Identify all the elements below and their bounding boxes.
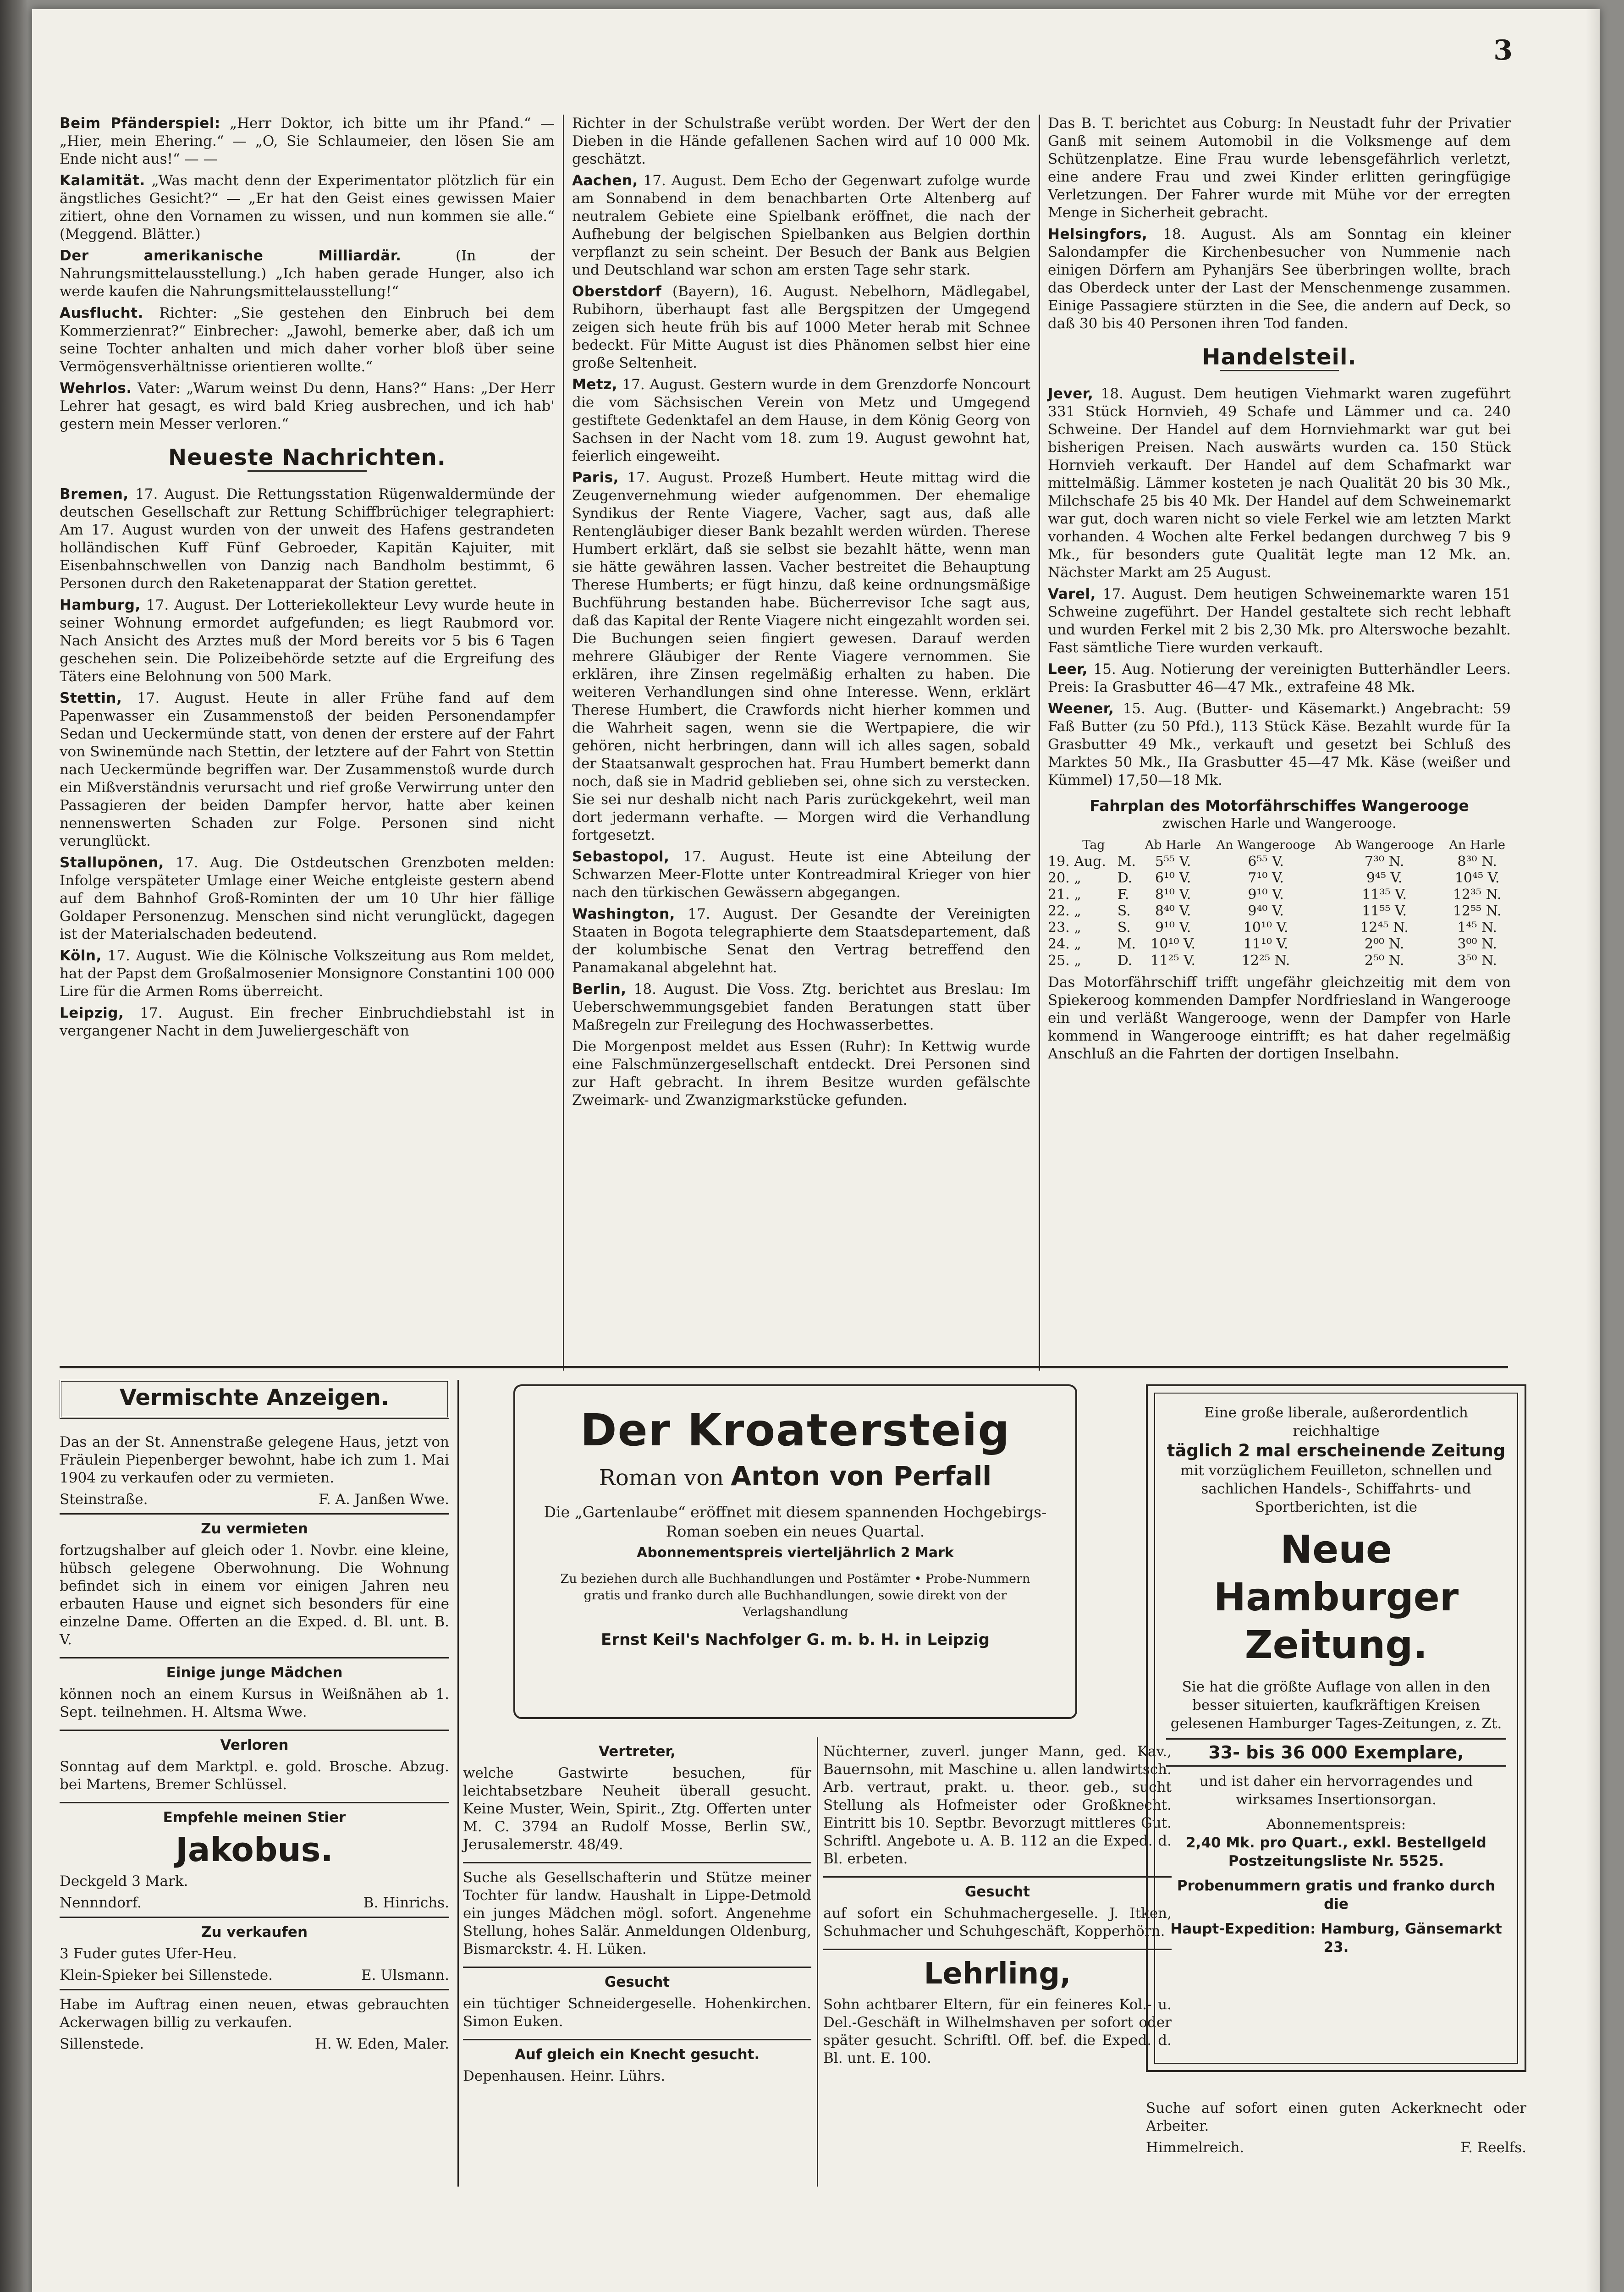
anecdote bbox=[60, 304, 555, 376]
anecdotes bbox=[60, 115, 555, 433]
signature-place: Steinstraße. bbox=[60, 1491, 148, 1508]
kroatersteig-price: Abonnementspreis vierteljährlich 2 Mark bbox=[637, 1545, 954, 1561]
schedule-cell: 10¹⁰ V. bbox=[1151, 936, 1195, 952]
classified-ad bbox=[463, 2040, 811, 2094]
roman-von-label: Roman von bbox=[599, 1465, 724, 1491]
news-list bbox=[60, 485, 555, 1040]
section-divider bbox=[248, 470, 367, 472]
news-item-text: Das B. T. berichtet aus Coburg: In Neustadt fuhr der Privatier Ganß mit seinem Automobil in die Volksmenge auf dem Schützenplatze. Eine Frau wurde lebensgefährlich verletzt, eine andere Frau und zwei Kinder erlitten geringfügige Verletzungen. Der Fahrer wurde mit Mühe vor der erregten Menge in Sicherheit gebracht. bbox=[1048, 115, 1511, 221]
kroatersteig-line1: Die „Gartenlaube“ eröffnet mit diesem spannenden Hochgebirgs-Roman soeben ein neues Quartal. bbox=[544, 1503, 1047, 1540]
schedule-cell: S. bbox=[1117, 920, 1131, 936]
classified-ad bbox=[463, 1863, 811, 1968]
news-item bbox=[572, 1038, 1030, 1109]
schedule-cell: 11³⁵ V. bbox=[1362, 887, 1407, 903]
schedule-cell: 22. „ bbox=[1048, 903, 1081, 919]
anecdote-lead: Wehrlos. bbox=[60, 380, 132, 397]
schedule-cell: 24. „ bbox=[1048, 936, 1081, 952]
ad-heading: Zu verkaufen bbox=[201, 1924, 308, 1940]
anecdote-text: (In der Nahrungsmittelausstellung.) „Ich haben gerade Hunger, also ich werde kaufen die Nahrungsmittelausstellung!“ bbox=[60, 248, 555, 300]
hamburger-title: Neue Hamburger Zeitung. bbox=[1213, 1527, 1459, 1667]
ad-body: fortzugshalber auf gleich oder 1. Novbr. eine kleine, hübsch gelegene Oberwohnung. Die Wohnung befindet sich in einem vor einigen Jahren neu erbauten Hause und eignet sich besonders für eine einzelne Dame. Offerten an die Exped. d. Bl. unt. B. V. bbox=[60, 1542, 449, 1648]
schedule-row bbox=[1048, 953, 1511, 969]
news-item bbox=[60, 854, 555, 943]
schedule-header: An Harle bbox=[1449, 838, 1505, 852]
market-report-text: 18. August. Dem heutigen Viehmarkt waren zugeführt 331 Stück Hornvieh, 49 Schafe und Lämmer und ca. 240 Schweine. Der Handel auf dem Hornviehmarkt war gut bei bisherigen Preisen. Nach auswärts wurden ca. 150 Stück Hornvieh verkauft. Der Handel auf dem Schafmarkt war mittelmäßig. Lämmer kosteten je nach Qualität 20 bis 30 Mk., Milchschafe 25 bis 40 Mk. Der Handel auf dem Schweinemarkt war gut, doch waren nicht so viele Ferkel wie am letzten Markt vorhanden. 4 Wochen alte Ferkel bedangen durchweg 7 bis 9 Mk., für besonders gute Qualität legte man 12 Mk. an. Nächster Markt am 25 August. bbox=[1048, 386, 1511, 581]
news-item-lead: Paris, bbox=[572, 469, 619, 486]
news-item-lead: Bremen, bbox=[60, 486, 129, 502]
anecdote-lead: Ausflucht. bbox=[60, 305, 143, 321]
vermischte-title: Vermischte Anzeigen. bbox=[119, 1385, 390, 1410]
news-item-text: 17. August. Der Lotteriekollekteur Levy wurde heute in seiner Wohnung ermordet aufgefunden; es liegt Raubmord vor. Nach Ansicht des Arztes muß der Mord bereits vor 5 bis 6 Tagen geschehen sein. Die Polizeibehörde setzte auf die Ergreifung des Täters eine Belohnung von 500 Mark. bbox=[60, 597, 555, 685]
hamburger-zeitung-ad bbox=[1146, 1384, 1526, 2072]
ferry-schedule bbox=[1048, 797, 1511, 1063]
schedule-cell: S. bbox=[1117, 903, 1131, 919]
schedule-cell: 12³⁵ N. bbox=[1453, 887, 1502, 903]
bottom-right-ad-signature bbox=[1146, 2139, 1526, 2157]
schedule-row bbox=[1048, 887, 1511, 903]
hamburger-line4: Sie hat die größte Auflage von allen in den besser situierten, kaufkräftigen Kreisen gelesenen Hamburger Tages-Zeitungen, z. Zt. bbox=[1170, 1679, 1502, 1732]
ad-heading: Gesucht bbox=[964, 1884, 1030, 1900]
schedule-title: Fahrplan des Motorfährschiffes Wangerooge bbox=[1090, 797, 1469, 815]
kroatersteig-publisher: Ernst Keil's Nachfolger G. m. b. H. in Leipzig bbox=[600, 1631, 990, 1649]
news-item-text: 18. August. Als am Sonntag ein kleiner Salondampfer die Kirchenbesucher von Nummenie nach einigen Dörfern am Pyhanjärs See überbringen wollte, brach das Oberdeck unter der Last der Menschenmenge zusammen. Einige Passagiere stürzten in die See, die andern auf Deck, so daß 30 bis 40 Personen ihren Tod fanden. bbox=[1048, 226, 1511, 332]
market-report bbox=[1048, 700, 1511, 789]
schedule-cell: D. bbox=[1117, 870, 1133, 886]
schedule-cell: 25. „ bbox=[1048, 953, 1081, 969]
section-title-text: Neueste Nachrichten. bbox=[168, 445, 446, 470]
schedule-header: Ab Wangerooge bbox=[1335, 838, 1434, 852]
hamburger-inner-frame bbox=[1154, 1393, 1518, 2064]
section-title-text: Handelsteil. bbox=[1202, 344, 1357, 370]
schedule-cell: 7¹⁰ V. bbox=[1248, 870, 1284, 886]
news-item-lead: Aachen, bbox=[572, 172, 638, 189]
news-item-lead: Metz, bbox=[572, 376, 618, 393]
news-item bbox=[572, 469, 1030, 844]
schedule-cell: 8¹⁰ V. bbox=[1155, 887, 1191, 903]
schedule-cell: 21. „ bbox=[1048, 887, 1081, 903]
middle-column bbox=[572, 115, 1030, 1113]
column-divider bbox=[817, 1737, 818, 2187]
newspaper-page bbox=[32, 9, 1600, 2292]
news-item-text: 17. August. Wie die Kölnische Volkszeitung aus Rom meldet, hat der Papst dem Großalmosenier Monsignore Constantini 100 000 Lire für die Armen Roms überreicht. bbox=[60, 948, 555, 1000]
schedule-cell: 6⁵⁵ V. bbox=[1248, 854, 1284, 870]
schedule-cell: 1⁴⁵ N. bbox=[1457, 920, 1497, 936]
news-item bbox=[60, 1004, 555, 1040]
classified-ad bbox=[60, 1731, 449, 1803]
hamburger-price: 2,40 Mk. pro Quart., exkl. Bestellgeld Postzeitungsliste Nr. 5525. bbox=[1186, 1835, 1486, 1869]
schedule-cell: M. bbox=[1117, 854, 1136, 870]
schedule-cell: 7³⁰ N. bbox=[1364, 854, 1404, 870]
schedule-cell: 9⁴⁰ V. bbox=[1248, 903, 1284, 919]
section-title-neueste bbox=[60, 445, 555, 472]
ad-body: ein tüchtiger Schneidergeselle. Hohenkirchen. Simon Euken. bbox=[463, 1995, 811, 2030]
schedule-cell: 9¹⁰ V. bbox=[1155, 920, 1191, 936]
hamburger-circulation: 33- bis 36 000 Exemplare, bbox=[1166, 1738, 1506, 1767]
ad-body: Deckgeld 3 Mark. bbox=[60, 1873, 188, 1890]
classified-ads-middle bbox=[463, 1737, 811, 2094]
anecdote bbox=[60, 115, 555, 168]
schedule-header: Tag bbox=[1082, 838, 1105, 852]
ad-body: 3 Fuder gutes Ufer-Heu. bbox=[60, 1945, 237, 1962]
news-item bbox=[572, 172, 1030, 279]
news-item bbox=[60, 947, 555, 1001]
column-divider bbox=[457, 1380, 459, 2187]
signature-name: F. Reelfs. bbox=[1460, 2139, 1526, 2156]
anecdote-text: Richter: „Sie gestehen den Einbruch bei dem Kommerzienrat?“ Einbrecher: „Jawohl, bemerke aber, daß ich um seine Tochter anhalten und mich daher vorher bloß über seine Vermögensverhältnisse orientieren wollte.“ bbox=[60, 305, 555, 375]
signature-place: Sillenstede. bbox=[60, 2036, 144, 2052]
anecdote-text: „Herr Doktor, ich bitte um ihr Pfand.“ — „Hier, mein Ehering.“ — „O, Sie Schlaumeier, den lösen Sie am Ende nicht aus!“ — — bbox=[60, 115, 555, 167]
news-item-text: 17. August. Dem Echo der Gegenwart zufolge wurde am Sonnabend in dem benachbarten Orte Altenberg auf neutralem Gebiete eine Spielbank eröffnet, die nach der Aufhebung der belgischen Spielbanken aus Belgien dorthin verpflanzt zu sein scheint. Der Besuch der Bank aus Belgien und Deutschland war schon am ersten Tage sehr stark. bbox=[572, 172, 1030, 278]
news-item bbox=[60, 485, 555, 593]
anecdote-lead: Kalamität. bbox=[60, 172, 145, 189]
ad-body: welche Gastwirte besuchen, für leichtabsetzbare Neuheit überall gesucht. Keine Muster, Wein, Spirit., Ztg. Offerten unter M. C. 3794 an Rudolf Mosse, Berlin SW., Jerusalemerstr. 48/49. bbox=[463, 1765, 811, 1853]
page-number: 3 bbox=[1493, 34, 1513, 66]
hamburger-line5: und ist daher ein hervorragendes und wirksames Insertionsorgan. bbox=[1199, 1773, 1473, 1808]
signature-name: B. Hinrichs. bbox=[363, 1895, 449, 1911]
kroatersteig-author-line bbox=[515, 1460, 1075, 1492]
news-item-lead: Hamburg, bbox=[60, 597, 141, 613]
news-item-lead: Washington, bbox=[572, 906, 675, 922]
schedule-cell: 11¹⁰ V. bbox=[1243, 936, 1288, 952]
market-report-lead: Jever, bbox=[1048, 386, 1094, 402]
classified-ad bbox=[823, 1950, 1172, 2076]
news-item-text: 17. August. Die Rettungsstation Rügenwaldermünde der deutschen Gesellschaft zur Rettung Schiffbrüchiger telegraphiert: Am 17. August wurden von der unweit des Hafens gestrandeten holländischen Kuff Fünf Gebroeder, Kapitän Kajuiter, mit Eisenbahnschwellen von Danzig nach Bandholm bestimmt, 6 Personen durch den Raketenapparat der Station gerettet. bbox=[60, 486, 555, 592]
schedule-cell: 20. „ bbox=[1048, 870, 1081, 886]
classified-ad bbox=[60, 1515, 449, 1658]
schedule-row bbox=[1048, 936, 1511, 953]
market-report-lead: Leer, bbox=[1048, 661, 1088, 678]
schedule-cell: 8⁴⁰ V. bbox=[1155, 903, 1191, 919]
vermischte-header bbox=[60, 1380, 449, 1419]
ad-body: auf sofort ein Schuhmachergeselle. J. Itken, Schuhmacher und Schuhgeschäft, Kopperhörn. bbox=[823, 1905, 1172, 1939]
schedule-cell: 12²⁵ N. bbox=[1241, 953, 1290, 969]
news-item-text: 17. August. Heute in aller Frühe fand auf dem Papenwasser ein Zusammenstoß der beiden Personendampfer Sedan und Ueckermünde statt, von denen der erstere auf der Fahrt von Swinemünde nach Stettin, der letztere auf der Fahrt von Stettin nach Ueckermünde begriffen war. Der Zusammenstoß wurde durch ein Mißverständnis verursacht und rief große Verwirrung unter den Passagieren der beiden Dampfer hervor, hatte aber keinen nennenswerten Schaden zur Folge. Personen sind nicht verunglückt. bbox=[60, 690, 555, 849]
news-item-lead: Sebastopol, bbox=[572, 848, 670, 865]
classified-ad bbox=[60, 1990, 449, 2058]
schedule-header: An Wangerooge bbox=[1216, 838, 1316, 852]
market-report-text: 17. August. Dem heutigen Schweinemarkte waren 151 Schweine zugeführt. Der Handel gestaltete sich recht lebhaft und wurden Ferkel mit 2 bis 2,30 Mk. pro Alterswoche bezahlt. Fast sämtliche Tiere wurden verkauft. bbox=[1048, 586, 1511, 656]
schedule-subtitle: zwischen Harle und Wangerooge. bbox=[1162, 815, 1397, 832]
market-report bbox=[1048, 661, 1511, 696]
schedule-header: Ab Harle bbox=[1145, 838, 1201, 852]
schedule-cell: 9¹⁰ V. bbox=[1248, 887, 1284, 903]
market-report-lead: Varel, bbox=[1048, 586, 1096, 602]
left-ads-list bbox=[60, 1428, 449, 2058]
schedule-row bbox=[1048, 903, 1511, 920]
ad-signature bbox=[60, 2035, 449, 2053]
kroatersteig-title: Der Kroatersteig bbox=[580, 1405, 1011, 1456]
ad-body: können noch an einem Kursus in Weißnähen ab 1. Sept. teilnehmen. H. Altsma Wwe. bbox=[60, 1686, 449, 1720]
anecdote bbox=[60, 172, 555, 243]
news-item-text: Richter in der Schulstraße verübt worden. Der Wert der den Dieben in die Hände gefallenen Sachen wird auf 10 000 Mk. geschätzt. bbox=[572, 115, 1030, 167]
page-edge bbox=[1586, 9, 1600, 2292]
bottom-right-ad bbox=[1146, 2099, 1526, 2157]
section-divider bbox=[1220, 370, 1339, 371]
ad-big-text: Jakobus. bbox=[176, 1830, 333, 1869]
classified-ad bbox=[463, 1968, 811, 2040]
news-item bbox=[60, 596, 555, 686]
schedule-cell: 6¹⁰ V. bbox=[1155, 870, 1191, 886]
schedule-cell: 12⁵⁵ N. bbox=[1453, 903, 1502, 919]
ad-heading: Verloren bbox=[220, 1737, 289, 1753]
kroatersteig-ad bbox=[513, 1384, 1077, 1719]
hamburger-line1: Eine große liberale, außerordentlich reichhaltige bbox=[1204, 1405, 1468, 1439]
news-item bbox=[572, 981, 1030, 1034]
schedule-cell: 5⁵⁵ V. bbox=[1155, 854, 1191, 870]
kroatersteig-line3: Zu beziehen durch alle Buchhandlungen und Postämter • Probe-Nummern gratis und franko durch alle Buchhandlungen, sowie direkt von der Verlagshandlung bbox=[560, 1572, 1030, 1619]
schedule-note: Das Motorfährschiff trifft ungefähr gleichzeitig mit dem von Spiekeroog kommenden Dampfer Nordfriesland in Wangerooge ein und verläßt Wangerooge, wenn der Dampfer von Harle kommend in Wangerooge eintrifft; es hat daher regelmäßig Anschluß an die Fahrten der dortigen Inselbahn. bbox=[1048, 974, 1511, 1062]
news-item-text: 17. August. Heute ist eine Abteilung der Schwarzen Meer-Flotte unter Kontreadmiral Krieger von hier nach den türkischen Gewässern abgegangen. bbox=[572, 848, 1030, 901]
news-item-text: 17. August. Der Gesandte der Vereinigten Staaten in Bogota telegraphierte dem Staatsdepartement, daß der kolumbische Senat den Vertrag betreffend den Panamakanal abgelehnt hat. bbox=[572, 906, 1030, 976]
news-item-lead: Berlin, bbox=[572, 981, 627, 997]
market-report bbox=[1048, 385, 1511, 582]
anecdote bbox=[60, 247, 555, 301]
schedule-cell: 2⁰⁰ N. bbox=[1364, 936, 1404, 952]
market-report bbox=[1048, 585, 1511, 657]
book-spine bbox=[0, 0, 28, 2292]
ad-body: Sonntag auf dem Marktpl. e. gold. Brosche. Abzug. bei Martens, Bremer Schlüssel. bbox=[60, 1758, 449, 1793]
classified-ad bbox=[823, 1737, 1172, 1878]
column-divider bbox=[563, 115, 564, 1371]
ads-divider bbox=[60, 1366, 1508, 1368]
schedule-cell: 3⁰⁰ N. bbox=[1457, 936, 1497, 952]
hamburger-line2: täglich 2 mal erscheinende Zeitung bbox=[1167, 1441, 1506, 1460]
signature-place: Nennndorf. bbox=[60, 1895, 142, 1911]
classified-ad bbox=[60, 1918, 449, 1990]
right-column bbox=[1048, 115, 1511, 1067]
ad-body: Habe im Auftrag einen neuen, etwas gebrauchten Ackerwagen billig zu verkaufen. bbox=[60, 1996, 449, 2031]
news-item-lead: Helsingfors, bbox=[1048, 226, 1148, 242]
classified-ad bbox=[823, 1878, 1172, 1950]
signature-name: H. W. Eden, Maler. bbox=[314, 2036, 449, 2052]
ad-body: Nüchterner, zuverl. junger Mann, ged. Kav., Bauernsohn, mit Maschine u. allen landwirtsch. Arb. vertraut, prakt. u. theor. geb., sucht Stellung als Hofmeister oder Großknecht. Eintritt bis 10. Septbr. Bevorzugt mittleres Gut. Schriftl. Angebote u. A. B. 112 an die Exped. d. Bl. erbeten. bbox=[823, 1743, 1172, 1867]
hamburger-office: Haupt-Expedition: Hamburg, Gänsemarkt 23. bbox=[1170, 1921, 1502, 1956]
ad-heading: Einige junge Mädchen bbox=[166, 1664, 343, 1681]
schedule-cell: 3⁵⁰ N. bbox=[1457, 953, 1497, 969]
schedule-table bbox=[1048, 837, 1511, 969]
ad-signature bbox=[60, 1491, 449, 1509]
anecdote-lead: Beim Pfänderspiel: bbox=[60, 115, 220, 132]
schedule-cell: 23. „ bbox=[1048, 920, 1081, 936]
news-item-lead: Leipzig, bbox=[60, 1005, 124, 1021]
schedule-cell: 11⁵⁵ V. bbox=[1362, 903, 1407, 919]
schedule-cell: 9⁴⁵ V. bbox=[1366, 870, 1403, 886]
news-item bbox=[572, 283, 1030, 372]
schedule-cell: 8³⁰ N. bbox=[1457, 854, 1497, 870]
schedule-cell: 2⁵⁰ N. bbox=[1364, 953, 1404, 969]
news-item-text: 17. Aug. Die Ostdeutschen Grenzboten melden: Infolge verspäteter Umlage einer Weiche entgleiste gestern abend auf dem Bahnhof Groß-Rominten der um 10 Uhr hier fällige Goldaper Personenzug. Menschen sind nicht verunglückt, dagegen ist der Materialschaden bedeutend. bbox=[60, 854, 555, 942]
anecdote-lead: Der amerikanische Milliardär. bbox=[60, 248, 402, 264]
news-item-text: Die Morgenpost meldet aus Essen (Ruhr): In Kettwig wurde eine Falschmünzergesellschaft entdeckt. Drei Personen sind zur Haft gebracht. In ihrem Besitze wurden gefälschte Zweimark- und Zwanzigmarkstücke gefunden. bbox=[572, 1038, 1030, 1108]
news-item bbox=[572, 376, 1030, 465]
hamburger-price-label: Abonnementspreis: bbox=[1266, 1816, 1406, 1833]
news-item bbox=[60, 689, 555, 850]
ad-heading: Auf gleich ein Knecht gesucht. bbox=[514, 2046, 760, 2063]
signature-place: Himmelreich. bbox=[1146, 2139, 1244, 2156]
news-item-text: 17. August. Gestern wurde in dem Grenzdorfe Noncourt die vom Sächsischen Verein von Metz und Umgegend gestiftete Gedenktafel an dem Hause, in dem König Georg von Sachsen in der Nacht vom 18. zum 19. August gewohnt hat, feierlich eingeweiht. bbox=[572, 376, 1030, 464]
ad-heading: Empfehle meinen Stier bbox=[163, 1809, 346, 1826]
author-name: Anton von Perfall bbox=[731, 1460, 992, 1492]
classified-ad bbox=[60, 1428, 449, 1515]
schedule-row bbox=[1048, 870, 1511, 887]
ad-body: Depenhausen. Heinr. Lührs. bbox=[463, 2068, 666, 2084]
ad-signature bbox=[60, 1894, 449, 1912]
schedule-cell: 10⁴⁵ V. bbox=[1454, 870, 1500, 886]
hamburger-sample: Probenummern gratis und franko durch die bbox=[1177, 1878, 1496, 1912]
column-divider bbox=[1039, 115, 1040, 1371]
ad-body: Sohn achtbarer Eltern, für ein feineres Kol.- u. Del.-Geschäft in Wilhelmshaven per sofort oder später gesucht. Schriftl. Off. bef. die Exped. d. Bl. unt. E. 100. bbox=[823, 1996, 1172, 2066]
news-item bbox=[572, 848, 1030, 902]
news-item-text: 18. August. Die Voss. Ztg. berichtet aus Breslau: Im Ueberschwemmungsgebiet fanden Beratungen statt über Maßregeln zur Freilegung des Hochwasserbettes. bbox=[572, 981, 1030, 1033]
news-item bbox=[1048, 115, 1511, 222]
market-report-text: 15. Aug. (Butter- und Käsemarkt.) Angebracht: 59 Faß Butter (zu 50 Pfd.), 113 Stück Käse. Bezahlt wurde für Ia Grasbutter 49 Mk., verkauft und gesetzt bei Schluß des Marktes 50 Mk., IIa Grasbutter 45—47 Mk. Käse (weißer und Kümmel) 17,50—18 Mk. bbox=[1048, 700, 1511, 788]
anecdote bbox=[60, 380, 555, 433]
signature-place: Klein-Spieker bei Sillenstede. bbox=[60, 1967, 273, 1983]
schedule-cell: 19. Aug. bbox=[1048, 854, 1106, 870]
news-item-text: 17. August. Prozeß Humbert. Heute mittag wird die Zeugenvernehmung wieder aufgenommen. Der ehemalige Syndikus der Rente Viagere, Vacher, sagt aus, daß alle Rentengläubiger dieser Bank bezahlt werden würden. Therese Humbert erklärt, daß sie selbst sie bezahlt hätte, wenn man sie hätte gewähren lassen. Vacher bestreitet die Behauptung Therese Humberts; er fügt hinzu, daß keine ordnungsmäßige Buchführung bestanden habe. Bücherrevisor Iche sagt aus, daß das Kapital der Rente Viagere nicht eingezahlt worden sei. Die Buchungen seien fingiert gewesen. Darauf werden mehrere Gläubiger der Rente Viagere vernommen. Sie erklären, ihre Zinsen regelmäßig erhalten zu haben. Die weiteren Verhandlungen sind ohne Interesse. Wenn, erklärt Therese Humbert, die Crawfords nicht hierher kommen und die Wahrheit sagen, wenn sie die Wertpapiere, die wir gehören, nicht herbringen, dann will ich alles sagen, sobald der Staatsanwalt gesprochen hat. Frau Humbert bemerkt dann noch, daß sie in Madrid geblieben sei, ohne sich zu verstecken. Sie sei nur deshalb nicht nach Paris zurückgekehrt, weil man dort jedermann verhafte. — Morgen wird die Verhandlung fortgesetzt. bbox=[572, 469, 1030, 843]
news-item-text: 17. August. Ein frecher Einbruchdiebstahl ist in vergangener Nacht in dem Juweliergeschäft von bbox=[60, 1005, 555, 1039]
schedule-cell: 11²⁵ V. bbox=[1151, 953, 1195, 969]
ad-heading: Zu vermieten bbox=[201, 1521, 308, 1537]
classified-ad bbox=[60, 1803, 449, 1918]
classified-ads-middle-2 bbox=[823, 1737, 1172, 2076]
signature-name: E. Ulsmann. bbox=[361, 1967, 449, 1983]
ad-heading: Lehrling, bbox=[924, 1957, 1071, 1991]
schedule-cell: 10¹⁰ V. bbox=[1243, 920, 1288, 936]
news-item-lead: Stettin, bbox=[60, 690, 122, 706]
news-item bbox=[572, 115, 1030, 168]
market-list bbox=[1048, 385, 1511, 789]
schedule-header-row bbox=[1048, 837, 1511, 854]
news-item-lead: Köln, bbox=[60, 948, 102, 964]
schedule-cell: D. bbox=[1117, 953, 1133, 969]
hamburger-line3: mit vorzüglichem Feuilleton, schnellen und sachlichen Handels-, Schiffahrts- und Sportberichten, ist die bbox=[1180, 1462, 1492, 1515]
news-item bbox=[572, 905, 1030, 977]
right-news bbox=[1048, 115, 1511, 333]
schedule-cell: 12⁴⁵ N. bbox=[1360, 920, 1409, 936]
signature-name: F. A. Janßen Wwe. bbox=[319, 1491, 449, 1508]
news-item-lead: Oberstdorf bbox=[572, 283, 662, 300]
anecdote-text: Vater: „Warum weinst Du denn, Hans?“ Hans: „Der Herr Lehrer hat gesagt, es wird bald Krieg ausbrechen, und ich hab' gestern mein Messer verloren.“ bbox=[60, 380, 555, 432]
ad-body: Suche als Gesellschafterin und Stütze meiner Tochter für landw. Haushalt in Lippe-Detmold ein junges Mädchen mögl. sofort. Angenehme Stellung, hohes Salär. Anmeldungen Oldenburg, Bismarckstr. 4. H. Lüken. bbox=[463, 1869, 811, 1957]
anecdote-text: „Was macht denn der Experimentator plötzlich für ein ängstliches Gesicht?“ — „Er hat den Geist eines gewissen Maier zitiert, ohne den Vornamen zu wissen, und nun kommen sie alle.“ (Meggend. Blätter.) bbox=[60, 172, 555, 242]
market-report-text: 15. Aug. Notierung der vereinigten Butterhändler Leers. Preis: Ia Grasbutter 46—47 Mk., extrafeine 48 Mk. bbox=[1048, 661, 1511, 695]
classified-ads-left bbox=[60, 1380, 449, 2058]
classified-ad bbox=[60, 1658, 449, 1731]
market-report-lead: Weener, bbox=[1048, 700, 1114, 717]
schedule-cell: F. bbox=[1117, 887, 1129, 903]
ad-body: Das an der St. Annenstraße gelegene Haus, jetzt von Fräulein Piepenberger bewohnt, habe ich zum 1. Mai 1904 zu verkaufen oder zu vermieten. bbox=[60, 1434, 449, 1486]
section-title-handelsteil bbox=[1048, 344, 1511, 371]
news-item-lead: Stallupönen, bbox=[60, 854, 164, 871]
left-column bbox=[60, 115, 555, 1044]
news-item-text: (Bayern), 16. August. Nebelhorn, Mädlegabel, Rubihorn, überhaupt fast alle Bergspitzen der Umgegend zeigen sich heute früh bis auf 1000 Meter herab mit Schnee bedeckt. Für Mitte August ist dies Phänomen selbst hier eine große Seltenheit. bbox=[572, 283, 1030, 371]
schedule-row bbox=[1048, 854, 1511, 870]
bottom-right-ad-body: Suche auf sofort einen guten Ackerknecht oder Arbeiter. bbox=[1146, 2100, 1526, 2134]
ad-heading: Vertreter, bbox=[598, 1743, 676, 1760]
ad-heading: Gesucht bbox=[604, 1974, 670, 1990]
news-item bbox=[1048, 226, 1511, 333]
ad-signature bbox=[60, 1967, 449, 1984]
schedule-row bbox=[1048, 920, 1511, 936]
schedule-cell: M. bbox=[1117, 936, 1136, 952]
classified-ad bbox=[463, 1737, 811, 1863]
